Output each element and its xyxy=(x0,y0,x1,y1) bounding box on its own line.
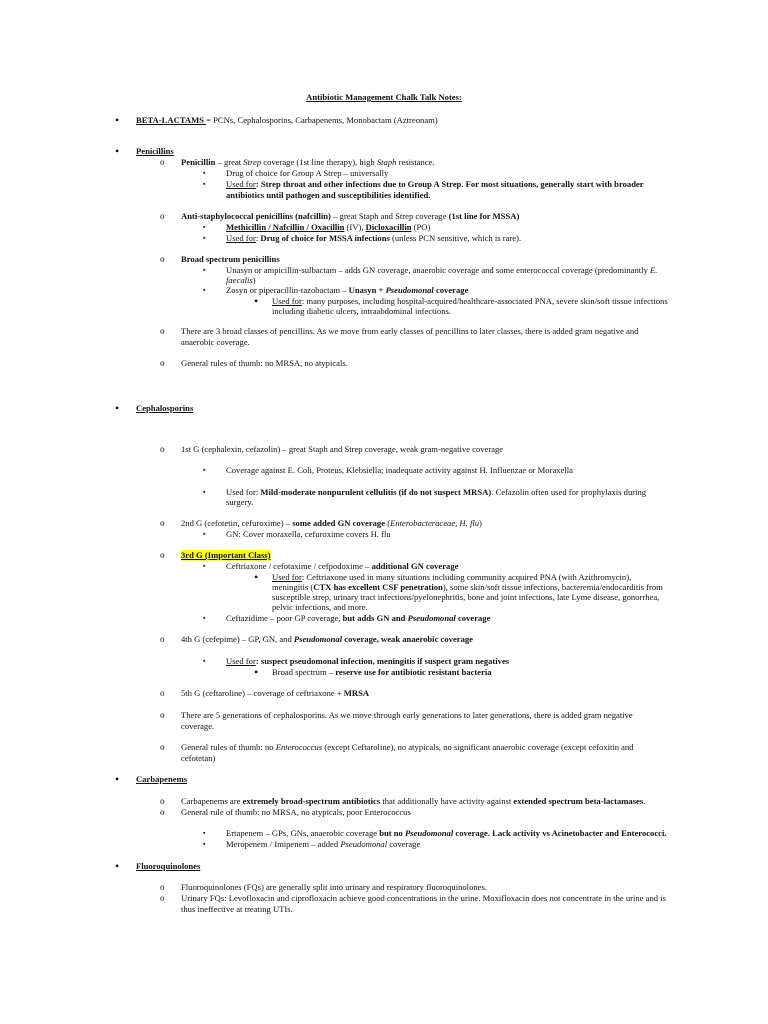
text-run: coverage xyxy=(387,839,421,849)
text-run: Unasyn + xyxy=(348,285,386,295)
bullet-marker: • xyxy=(115,113,120,127)
beta-lactams-label: BETA-LACTAMS xyxy=(136,115,207,125)
penicillin-classes-note-cont: anaerobic coverage. xyxy=(181,337,250,347)
square-marker: ▪ xyxy=(203,180,206,188)
circle-marker: o xyxy=(160,326,165,336)
text-run: Meropenem / Imipenem – added xyxy=(226,839,341,849)
circle-marker: o xyxy=(160,796,165,806)
text-run: coverage (1st line therapy), high xyxy=(261,157,377,167)
square-marker: ▪ xyxy=(203,223,206,231)
text-run: General rules of thumb: no xyxy=(181,742,276,752)
square-marker: ▪ xyxy=(203,840,206,848)
zosyn-line xyxy=(226,285,468,296)
carbapenems-rules: General rule of thumb: no MRSA, no atypicals, poor Enterococcus xyxy=(181,807,411,817)
ceph-rules xyxy=(181,742,634,753)
beta-lactams-text: = PCNs, Cephalosporins, Carbapenems, Monobactam (Aztreonam) xyxy=(206,115,438,125)
text-run: Strep xyxy=(243,157,262,167)
antistaph-sub2 xyxy=(226,233,521,244)
text-run: that additionally have activity against xyxy=(380,796,514,806)
used-for-label: Used for xyxy=(226,656,256,666)
meropenem-line xyxy=(226,839,420,850)
text-run: faecalis xyxy=(226,275,253,285)
text-run: extremely broad-spectrum antibiotics xyxy=(242,796,381,806)
text-run: Carbapenems are xyxy=(181,796,243,806)
circle-marker: o xyxy=(160,710,165,720)
antistaph-line xyxy=(181,211,519,222)
text-run: (except Ceftaroline), no atypicals, no significant anaerobic coverage (except cefoxitin and xyxy=(322,742,634,752)
text-run: 4th G (cefepime) – GP, GN, and xyxy=(181,634,294,644)
text-run: Used for: xyxy=(226,487,261,497)
circle-marker: o xyxy=(160,157,165,167)
circle-marker: o xyxy=(160,893,165,903)
circle-marker: o xyxy=(160,742,165,752)
text-run: Ceftazidime – poor GP coverage, xyxy=(226,613,343,623)
text-run: Pseudomonal xyxy=(407,613,456,623)
text-run: : xyxy=(255,233,261,243)
carbapenems-heading: Carbapenems xyxy=(136,774,188,784)
dot-marker: • xyxy=(254,570,259,584)
ceftazidime-line xyxy=(226,613,490,624)
text-run: Dicloxacillin xyxy=(365,222,412,232)
square-marker: ▪ xyxy=(203,829,206,837)
text-run: . xyxy=(643,796,646,806)
text-run: but adds GN and xyxy=(342,613,408,623)
text-run: Pseudomonal xyxy=(293,634,343,644)
square-marker: ▪ xyxy=(203,466,206,474)
broad-spectrum-heading: Broad spectrum penicillins xyxy=(181,254,280,264)
text-run: ) xyxy=(479,518,482,528)
ceftriaxone-usedfor-cont3: pelvic infections, and more. xyxy=(272,602,368,612)
text-run: ) xyxy=(252,275,256,285)
cephalosporins-heading: Cephalosporins xyxy=(136,403,194,413)
zosyn-usedfor-cont: including diabetic ulcers, intraabdominal infections. xyxy=(272,306,451,316)
page-title: Antibiotic Management Chalk Talk Notes: xyxy=(306,92,462,102)
circle-marker: o xyxy=(160,358,165,368)
penicillin-sub2 xyxy=(226,179,644,190)
ceph-1st-sub2 xyxy=(226,487,646,498)
ceph-5th-gen xyxy=(181,688,369,699)
text-run: but no xyxy=(379,828,405,838)
text-run: . Cefazolin often used for prophylaxis during xyxy=(491,487,647,497)
text-run: : suspect pseudomonal infection, meningitis if suspect gram negatives xyxy=(255,656,510,666)
text-run: Unasyn or ampicillin-sulbactam – adds GN coverage, anaerobic coverage and some enterococcal coverage (predominantly xyxy=(226,265,651,275)
text-run: Enterococcus xyxy=(275,742,323,752)
ceph-1st-sub1: Coverage against E. Coli, Proteus, Klebsiella; inadequate activity against H. Influenzae or Moraxella xyxy=(226,465,573,475)
ceph-4th-sub1 xyxy=(226,656,509,667)
square-marker: ▪ xyxy=(203,488,206,496)
circle-marker: o xyxy=(160,211,165,221)
ceph-3rd-sub1 xyxy=(226,561,458,572)
text-run: Anti-staphylococcal penicillins (nafcillin) xyxy=(181,211,331,221)
circle-marker: o xyxy=(160,634,165,644)
circle-marker: o xyxy=(160,444,165,454)
text-run: Ertapenem – GPs, GNs, anaerobic coverage xyxy=(226,828,380,838)
text-run: E. xyxy=(650,265,658,275)
text-run: (unless PCN sensitive, which is rare). xyxy=(389,233,522,243)
beta-lactams-line xyxy=(136,115,438,126)
text-run: ), some skin/soft tissue infections, bacteremia/endocarditis from xyxy=(442,582,663,592)
antistaph-sub1 xyxy=(226,222,430,233)
text-run: reserve use for antibiotic resistant bacteria xyxy=(335,667,492,677)
used-for-label: Used for xyxy=(226,179,256,189)
ceph-2nd-sub1: GN: Cover moraxella, cefuroxime covers H. flu xyxy=(226,529,391,539)
text-run: ( xyxy=(385,518,391,528)
text-run: MRSA xyxy=(343,688,370,698)
text-run: CTX has excellent CSF penetration xyxy=(313,582,443,592)
text-run: coverage xyxy=(433,285,469,295)
penicillin-classes-note: There are 3 broad classes of pencillins. As we move from early classes of pencillins to later classes, there is added gram negative and xyxy=(181,326,639,336)
text-run: Methicillin / Nafcillin / Oxacillin xyxy=(226,222,345,232)
square-marker: ▪ xyxy=(203,614,206,622)
ceph-3rd-gen-heading: 3rd G (Important Class) xyxy=(181,550,271,560)
text-run: Mild-moderate nonpurulent cellulitis (if do not suspect MRSA) xyxy=(260,487,492,497)
text-run: extended spectrum beta-lactamases xyxy=(513,796,644,806)
ceph-4th-gen xyxy=(181,634,473,645)
penicillin-line xyxy=(181,157,435,168)
square-marker: ▪ xyxy=(203,234,206,242)
dot-marker: • xyxy=(254,665,259,679)
circle-marker: o xyxy=(160,518,165,528)
used-for-label: Used for xyxy=(226,233,256,243)
used-for-label: Used for xyxy=(272,572,302,582)
fq-line2: Urinary FQs: Levofloxacin and ciprofloxacin achieve good concentrations in the urine. Moxifloxacin does not concentrate in the urine and is xyxy=(181,893,666,903)
ceph-1st-sub2-cont: surgery. xyxy=(226,497,254,507)
text-run: Pseudomonal xyxy=(405,828,454,838)
circle-marker: o xyxy=(160,550,165,560)
text-run: Zosyn or piperacillin-tazobactam – xyxy=(226,285,349,295)
text-run: 2nd G (cefotetin, cefuroxime) – xyxy=(181,518,293,528)
circle-marker: o xyxy=(160,882,165,892)
text-run: (IV), xyxy=(344,222,366,232)
text-run: – great Staph and Strep coverage xyxy=(330,211,449,221)
bullet-marker: • xyxy=(115,401,120,415)
penicillin-rules: General rules of thumb: no MRSA, no atypicals. xyxy=(181,358,348,368)
text-run: 5th G (ceftaroline) – coverage of ceftriaxone + xyxy=(181,688,344,698)
text-run: Pseudomonal xyxy=(340,839,388,849)
ceph-2nd-gen xyxy=(181,518,482,529)
circle-marker: o xyxy=(160,688,165,698)
square-marker: ▪ xyxy=(203,562,206,570)
penicillins-heading: Penicillins xyxy=(136,146,174,156)
fq-line2-cont: thus ineffective at treating UTIs. xyxy=(181,904,293,914)
text-run: coverage xyxy=(455,613,491,623)
text-run: resistance. xyxy=(396,157,435,167)
used-for-label: Used for xyxy=(272,296,302,306)
unasyn-line xyxy=(226,265,657,276)
text-run: coverage, weak anaerobic coverage xyxy=(342,634,473,644)
circle-marker: o xyxy=(160,807,165,817)
ceph-generations-note: There are 5 generations of cephalosporins. As we move through early generations to later generations, there is added gram negative xyxy=(181,710,633,720)
bullet-marker: • xyxy=(115,859,120,873)
ceph-generations-note-cont: coverage. xyxy=(181,721,215,731)
square-marker: ▪ xyxy=(203,169,206,177)
text-run: additional GN coverage xyxy=(371,561,459,571)
penicillin-term: Penicillin xyxy=(181,157,216,167)
square-marker: ▪ xyxy=(203,286,206,294)
square-marker: ▪ xyxy=(203,266,206,274)
dot-marker: • xyxy=(254,294,259,308)
text-run: – great xyxy=(215,157,244,167)
ceftriaxone-usedfor-cont2: susceptible strep, urinary tract infections/pyelonephritis, bone and joint infections, late Lyme disease, gonorrhea, xyxy=(272,592,660,602)
text-run: : Strep throat and other infections due to Group A Strep. For most situations, generally start with broader xyxy=(255,179,644,189)
text-run: Staph xyxy=(376,157,397,167)
circle-marker: o xyxy=(160,254,165,264)
text-run: coverage xyxy=(453,828,488,838)
text-run: (1st line for MSSA) xyxy=(448,211,520,221)
text-run: Ceftriaxone / cefotaxime / cefpodoxime – xyxy=(226,561,372,571)
text-run: Enterobacteraceae, H. flu xyxy=(390,518,480,528)
text-run: : Ceftriaxone used in many situations including community acquired PNA (with Azithromycin), xyxy=(301,572,632,582)
ceph-4th-broad xyxy=(272,667,492,678)
bullet-marker: • xyxy=(115,144,120,158)
fluoroquinolones-heading: Fluoroquinolones xyxy=(136,861,201,871)
bullet-marker: • xyxy=(115,772,120,786)
ertapenem-line xyxy=(226,828,667,839)
ceph-rules-cont: cefotetan) xyxy=(181,753,216,763)
ceph-1st-gen: 1st G (cephalexin, cefazolin) – great Staph and Strep coverage, weak gram-negative coverage xyxy=(181,444,504,454)
penicillin-sub2-cont: antibiotics until pathogen and susceptibilities identified. xyxy=(226,190,431,200)
text-run: Broad spectrum – xyxy=(272,667,336,677)
text-run: meningitis ( xyxy=(272,582,314,592)
text-run: . Lack activity vs Acinetobacter and Enterococci. xyxy=(487,828,667,838)
penicillin-sub1: Drug of choice for Group A Strep – universally xyxy=(226,168,389,178)
fq-line1: Fluoroquinolones (FQs) are generally split into urinary and respiratory fluoroquinolones. xyxy=(181,882,487,892)
carbapenems-line1 xyxy=(181,796,645,807)
text-run: (PO) xyxy=(411,222,431,232)
square-marker: ▪ xyxy=(203,530,206,538)
text-run: Pseudomonal xyxy=(385,285,434,295)
square-marker: ▪ xyxy=(203,657,206,665)
text-run: : many purposes, including hospital-acquired/healthcare-associated PNA, severe skin/soft tissue infections xyxy=(301,296,668,306)
text-run: some added GN coverage xyxy=(292,518,386,528)
text-run: Drug of choice for MSSA infections xyxy=(260,233,390,243)
